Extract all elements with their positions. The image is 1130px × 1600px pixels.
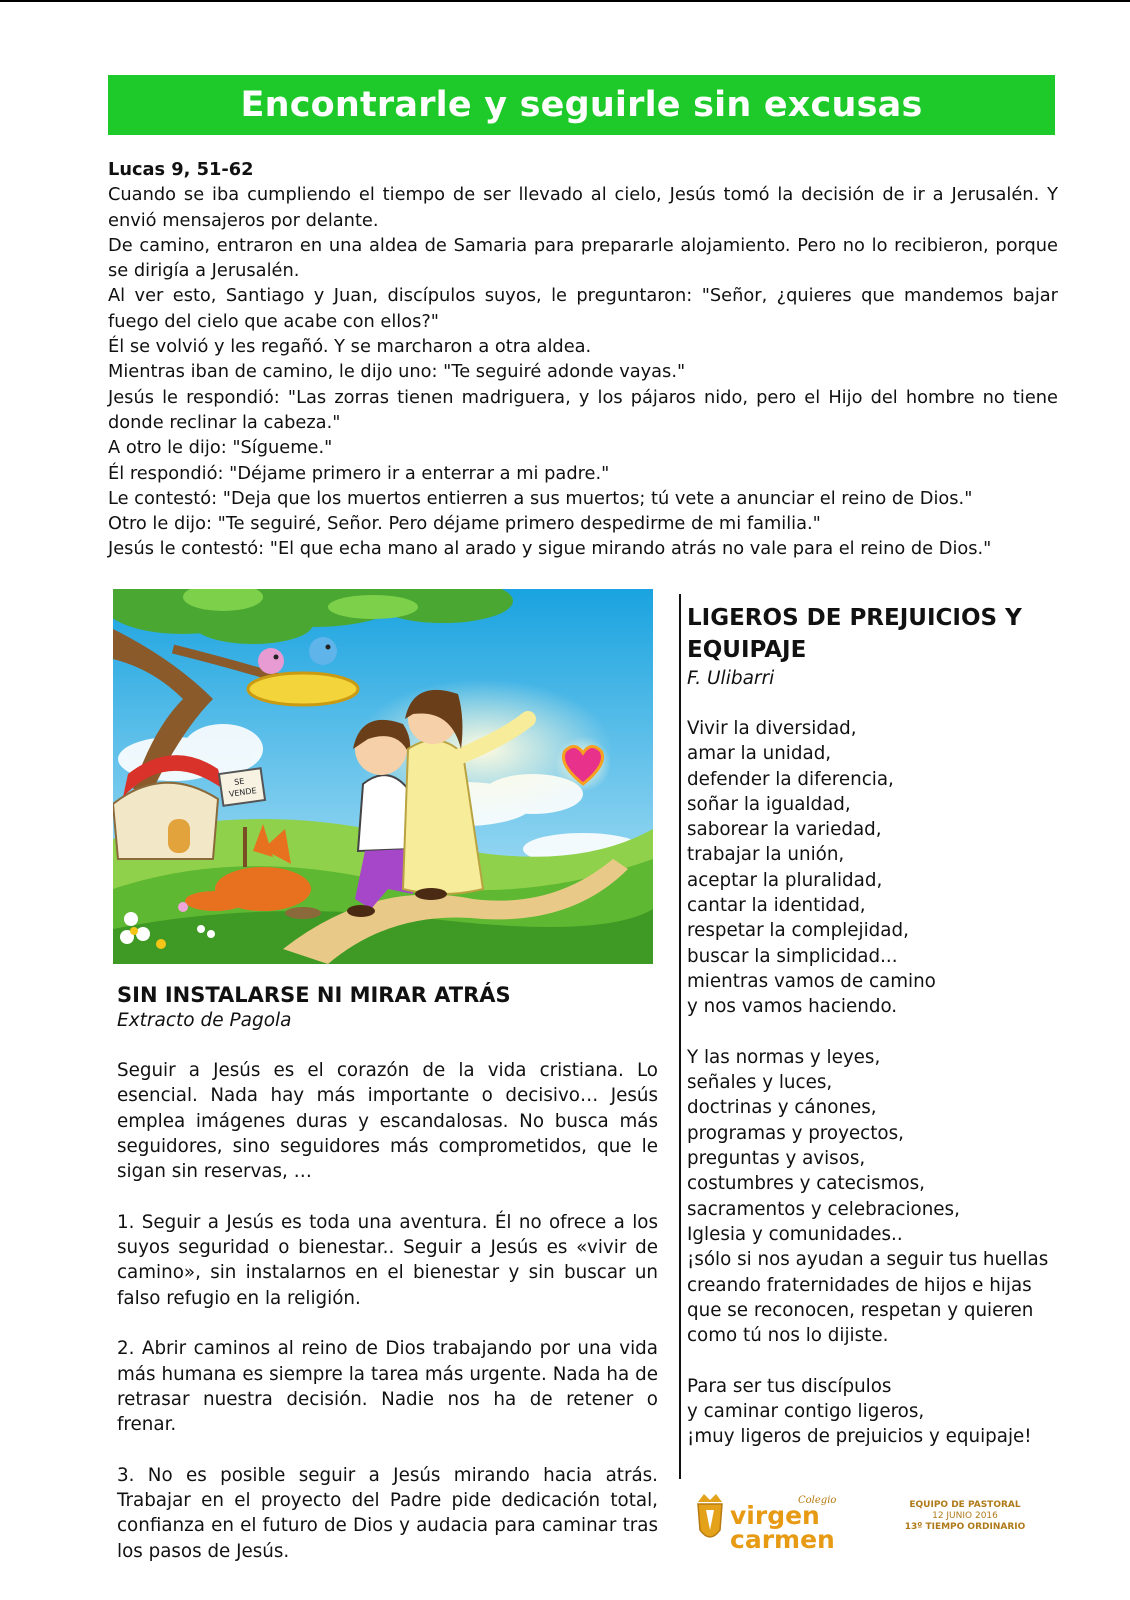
sign-text-line1: SE: [233, 776, 245, 787]
crown-icon: [698, 1494, 722, 1502]
gospel-paragraph: Le contestó: "Deja que los muertos entierren a sus muertos; tú vete a anunciar el reino de Dios.": [108, 487, 973, 509]
poem-line: aceptar la pluralidad,: [687, 869, 883, 891]
footer-team: EQUIPO DE PASTORAL: [909, 1500, 1021, 1510]
poem-line: Iglesia y comunidades..: [687, 1223, 903, 1245]
poem-line: buscar la simplicidad...: [687, 945, 898, 967]
left-section-paragraph: 1. Seguir a Jesús es toda una aventura. Él no ofrece a los suyos seguridad o bienestar.. Seguir a Jesús es «vivir de camino», sin instalarnos en el bienestar y sin buscar un falso refugio en la religión.: [117, 1211, 658, 1309]
poem-line: como tú nos lo dijiste.: [687, 1325, 889, 1347]
gospel-paragraph: Al ver esto, Santiago y Juan, discípulos suyos, le preguntaron: "Señor, ¿quieres que mandemos bajar fuego del cielo que acabe con ellos?": [108, 285, 1058, 332]
gospel-reading: [108, 157, 1058, 562]
footer-liturgical: 13º TIEMPO ORDINARIO: [904, 1522, 1026, 1532]
poem-line: costumbres y catecismos,: [687, 1173, 925, 1195]
footer-date: 12 JUNIO 2016: [932, 1511, 998, 1521]
left-section-author: Extracto de Pagola: [117, 1010, 292, 1031]
poem-line: amar la unidad,: [687, 743, 832, 765]
poem-line: ¡sólo si nos ayudan a seguir tus huellas: [687, 1249, 1049, 1271]
gospel-paragraph: Él respondió: "Déjame primero ir a enterrar a mi padre.": [108, 462, 610, 484]
gospel-paragraph: Otro le dijo: "Te seguiré, Señor. Pero déjame primero despedirme de mi familia.": [108, 513, 821, 535]
poem-line: soñar la igualdad,: [687, 793, 851, 815]
logo-line1: virgen: [730, 1501, 820, 1530]
poem-line: Vivir la diversidad,: [687, 718, 857, 739]
poem-line: ¡muy ligeros de prejuicios y equipaje!: [687, 1426, 1032, 1448]
poem-line: Y las normas y leyes,: [687, 1046, 881, 1068]
gospel-paragraph: A otro le dijo: "Sígueme.": [108, 437, 333, 459]
poem-line: sacramentos y celebraciones,: [687, 1198, 960, 1220]
poem-line: Para ser tus discípulos: [687, 1375, 892, 1397]
poem-stanza: [687, 716, 1087, 1020]
poem-line: trabajar la unión,: [687, 844, 845, 866]
poem-line: saborear la variedad,: [687, 819, 882, 841]
poem-line: y nos vamos haciendo.: [687, 996, 898, 1018]
column-divider: [679, 594, 681, 1479]
sign-text-line2: VENDE: [228, 786, 258, 799]
gospel-reference: Lucas 9, 51-62: [108, 159, 254, 180]
gospel-paragraph: Jesús le contestó: "El que echa mano al arado y sigue mirando atrás no vale para el reino de Dios.": [108, 538, 992, 560]
poem-stanza: [687, 1374, 1087, 1450]
poem-line: preguntas y avisos,: [687, 1148, 866, 1170]
jesus-walking-illustration: [113, 589, 653, 964]
left-section-paragraph: 3. No es posible seguir a Jesús mirando hacia atrás. Trabajar en el proyecto del Padre pide dedicación total, confianza en el futuro de Dios y audacia para caminar tras los pasos de Jesús.: [117, 1464, 658, 1562]
left-section-paragraph: Seguir a Jesús es el corazón de la vida cristiana. Lo esencial. Nada hay más importante o decisivo… Jesús emplea imágenes duras y escandalosas. No busca más seguidores, sino seguidores más comprometidos, que le sigan sin reservas, …: [117, 1060, 658, 1183]
poem-line: programas y proyectos,: [687, 1122, 904, 1144]
gospel-paragraph: Él se volvió y les regañó. Y se marcharon a otra aldea.: [108, 336, 592, 358]
page-title: Encontrarle y seguirle sin excusas: [108, 75, 1055, 135]
gospel-paragraph: Jesús le respondió: "Las zorras tienen madriguera, y los pájaros nido, pero el Hijo del hombre no tiene donde reclinar la cabeza.": [108, 386, 1058, 433]
poem-line: cantar la identidad,: [687, 895, 866, 917]
gospel-paragraph: Mientras iban de camino, le dijo uno: "Te seguiré adonde vayas.": [108, 361, 686, 383]
logo-small-text: Colegio: [798, 1495, 837, 1506]
right-section-author: F. Ulibarri: [687, 668, 775, 689]
poem-line: respetar la complejidad,: [687, 920, 909, 942]
poem-line: mientras vamos de camino: [687, 970, 936, 992]
poem-line: creando fraternidades de hijos e hijas: [687, 1274, 1032, 1296]
left-section-paragraph: 2. Abrir caminos al reino de Dios trabajando por una vida más humana es siempre la tarea más urgente. Nada ha de retrasar nuestra decisión. Nadie nos ha de retener o frenar.: [117, 1338, 658, 1436]
top-rule: [0, 0, 1130, 2]
footer-info: [900, 1500, 1030, 1533]
poem-line: defender la diferencia,: [687, 768, 894, 790]
left-section-title: SIN INSTALARSE NI MIRAR ATRÁS: [117, 983, 511, 1007]
poem-line: doctrinas y cánones,: [687, 1097, 877, 1119]
right-section: [687, 602, 1087, 1450]
gospel-paragraph: Cuando se iba cumpliendo el tiempo de ser llevado al cielo, Jesús tomó la decisión de ir a Jerusalén. Y envió mensajeros por delante.: [108, 184, 1058, 231]
poem-stanza: [687, 1045, 1087, 1349]
poem-line: y caminar contigo ligeros,: [687, 1401, 925, 1423]
poem-line: que se reconocen, respetan y quieren: [687, 1299, 1034, 1321]
right-section-title: LIGEROS DE PREJUICIOS Y EQUIPAJE: [687, 605, 1022, 663]
logo-line2: carmen: [730, 1525, 835, 1552]
school-logo: [692, 1490, 852, 1552]
poem-line: señales y luces,: [687, 1072, 833, 1094]
left-section: [117, 982, 658, 1564]
gospel-paragraph: De camino, entraron en una aldea de Samaria para prepararle alojamiento. Pero no lo recibieron, porque se dirigía a Jerusalén.: [108, 234, 1058, 282]
